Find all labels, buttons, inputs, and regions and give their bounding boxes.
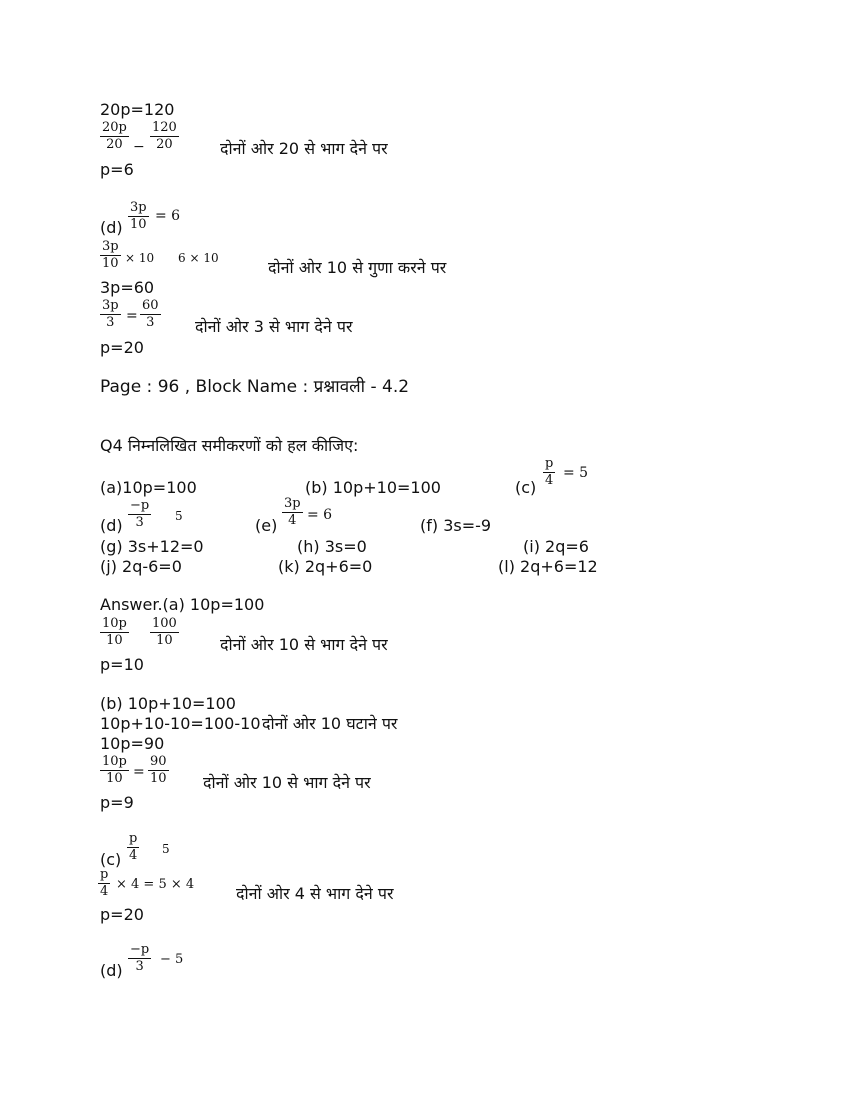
fraction bbox=[100, 240, 121, 271]
numerator: 60 bbox=[142, 298, 159, 313]
answer-heading: Answer.(a) 10p=100 bbox=[100, 595, 265, 614]
item-label: (d) bbox=[100, 218, 123, 237]
numerator: 90 bbox=[150, 754, 167, 769]
expression: 6 × 10 bbox=[178, 251, 219, 265]
numerator: 100 bbox=[152, 616, 177, 631]
fraction bbox=[148, 755, 169, 786]
denominator: 3 bbox=[135, 959, 144, 974]
hindi-note: दोनों ओर 10 से गुणा करने पर bbox=[268, 258, 447, 277]
operator: = bbox=[126, 308, 138, 324]
numerator: −p bbox=[130, 498, 150, 513]
numerator: p bbox=[100, 867, 109, 882]
equation-line: p=20 bbox=[100, 905, 144, 924]
hindi-note: दोनों ओर 20 से भाग देने पर bbox=[220, 139, 388, 158]
operator: = 6 bbox=[307, 507, 333, 523]
expression: 5 bbox=[162, 842, 170, 856]
fraction bbox=[150, 617, 179, 648]
fraction bbox=[150, 121, 179, 152]
equation-line: 10p+10-10=100-10 bbox=[100, 714, 261, 733]
denominator: 4 bbox=[129, 848, 138, 863]
numerator: 3p bbox=[284, 496, 301, 511]
question-item: (f) 3s=-9 bbox=[420, 516, 492, 535]
operator: × 10 bbox=[125, 251, 155, 265]
item-label: (e) bbox=[255, 516, 278, 535]
hindi-note: दोनों ओर 10 से भाग देने पर bbox=[203, 773, 371, 792]
numerator: 10p bbox=[102, 616, 127, 631]
numerator: 3p bbox=[102, 298, 119, 313]
numerator: 10p bbox=[102, 754, 127, 769]
fraction bbox=[282, 497, 303, 528]
expression: × 4 = 5 × 4 bbox=[116, 877, 195, 892]
denominator: 3 bbox=[146, 315, 155, 330]
question-item: (k) 2q+6=0 bbox=[278, 557, 373, 576]
equation-line: p=9 bbox=[100, 793, 134, 812]
question-item: (j) 2q-6=0 bbox=[100, 557, 182, 576]
fraction bbox=[100, 755, 129, 786]
question-item: (h) 3s=0 bbox=[297, 537, 367, 556]
question-item: (g) 3s+12=0 bbox=[100, 537, 204, 556]
equation-line: (b) 10p+10=100 bbox=[100, 694, 236, 713]
numerator: p bbox=[545, 456, 554, 471]
denominator: 20 bbox=[156, 137, 173, 152]
equation-line: 3p=60 bbox=[100, 278, 155, 297]
expression: 5 bbox=[175, 509, 183, 523]
equation-line: p=20 bbox=[100, 338, 144, 357]
fraction bbox=[543, 457, 555, 488]
hindi-note: दोनों ओर 10 घटाने पर bbox=[262, 714, 398, 733]
denominator: 10 bbox=[156, 633, 173, 648]
denominator: 10 bbox=[102, 256, 119, 271]
expression: − 5 bbox=[160, 952, 184, 967]
question-item: (b) 10p+10=100 bbox=[305, 478, 441, 497]
denominator: 3 bbox=[135, 515, 144, 530]
fraction bbox=[98, 868, 110, 899]
equation-line: 20p=120 bbox=[100, 100, 175, 119]
question-item: (l) 2q+6=12 bbox=[498, 557, 598, 576]
equation-line: p=10 bbox=[100, 655, 144, 674]
numerator: 3p bbox=[102, 239, 119, 254]
denominator: 10 bbox=[106, 771, 123, 786]
operator: − bbox=[133, 139, 145, 155]
item-label: (c) bbox=[515, 478, 537, 497]
operator: = 5 bbox=[563, 465, 589, 481]
denominator: 10 bbox=[150, 771, 167, 786]
fraction bbox=[128, 201, 149, 232]
equation-line: p=6 bbox=[100, 160, 134, 179]
numerator: p bbox=[129, 831, 138, 846]
hindi-note: दोनों ओर 3 से भाग देने पर bbox=[195, 317, 353, 336]
numerator: 20p bbox=[102, 120, 127, 135]
fraction bbox=[100, 299, 121, 330]
item-label: (d) bbox=[100, 961, 123, 980]
hindi-note: दोनों ओर 4 से भाग देने पर bbox=[236, 884, 394, 903]
item-label: (c) bbox=[100, 850, 122, 869]
fraction bbox=[128, 499, 151, 530]
denominator: 3 bbox=[106, 315, 115, 330]
fraction bbox=[127, 832, 139, 863]
question-item: (i) 2q=6 bbox=[523, 537, 589, 556]
item-label: (d) bbox=[100, 516, 123, 535]
fraction bbox=[100, 617, 129, 648]
hindi-note: दोनों ओर 10 से भाग देने पर bbox=[220, 635, 388, 654]
operator: = bbox=[133, 764, 145, 780]
fraction bbox=[140, 299, 161, 330]
numerator: −p bbox=[130, 942, 150, 957]
denominator: 10 bbox=[106, 633, 123, 648]
operator: = 6 bbox=[155, 208, 181, 224]
question-title: Q4 निम्नलिखित समीकरणों को हल कीजिए: bbox=[100, 436, 359, 455]
denominator: 4 bbox=[100, 884, 109, 899]
fraction bbox=[100, 121, 129, 152]
numerator: 3p bbox=[130, 200, 147, 215]
denominator: 20 bbox=[106, 137, 123, 152]
equation-line: 10p=90 bbox=[100, 734, 165, 753]
fraction bbox=[128, 943, 151, 974]
denominator: 4 bbox=[545, 473, 554, 488]
denominator: 10 bbox=[130, 217, 147, 232]
denominator: 4 bbox=[288, 513, 297, 528]
numerator: 120 bbox=[152, 120, 177, 135]
block-heading: Page : 96 , Block Name : प्रश्नावली - 4.2 bbox=[100, 377, 410, 397]
question-item: (a)10p=100 bbox=[100, 478, 197, 497]
